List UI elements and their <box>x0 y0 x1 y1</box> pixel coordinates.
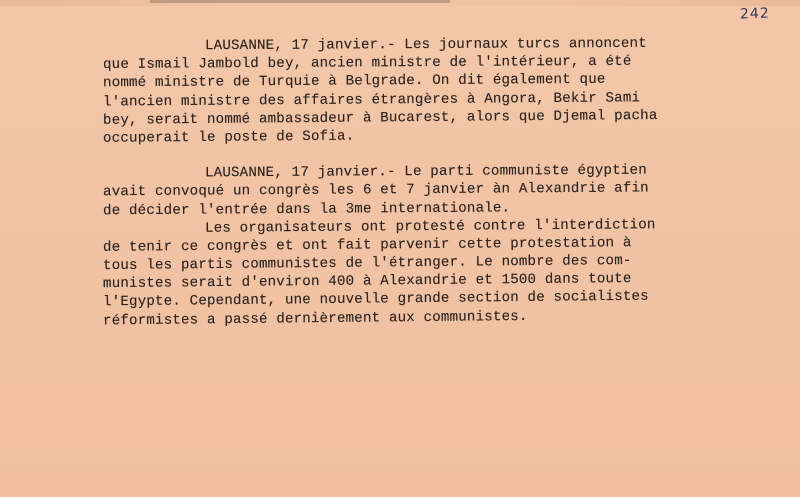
text-line: Les organisateurs ont protesté contre l'interdiction <box>204 216 656 237</box>
paragraph-1 <box>103 36 743 145</box>
text-line: tous les partis communistes de l'étranger. Le nombre des com- <box>102 253 632 275</box>
text-line: LAUSANNE, 17 janvier.- Le parti communiste égyptien <box>204 162 647 182</box>
paragraph-2 <box>103 163 743 327</box>
text-line: avait convoqué un congrès les 6 et 7 janvier àn Alexandrie afin <box>102 180 649 201</box>
text-line: munistes serait d'environ 400 à Alexandrie et 1500 dans toute <box>102 271 632 293</box>
top-edge-mark <box>150 0 450 3</box>
text-line: l'ancien ministre des affaires étrangères à Angora, Bekir Sami <box>102 89 641 111</box>
text-line: LAUSANNE, 17 janvier.- Les journaux turcs annoncent <box>204 35 647 55</box>
text-line: de tenir ce congrès et ont fait parvenir cette protestation à <box>102 235 632 256</box>
page-number: 242 <box>739 5 771 23</box>
text-line: occuperait le poste de Sofia. <box>102 128 355 147</box>
text-line: réformistes a passé dernièrement aux communistes. <box>102 308 528 329</box>
text-line: que Ismail Jambold bey, ancien ministre de l'intérieur, a été <box>102 53 632 74</box>
text-line: nommé ministre de Turquie à Belgrade. On dit également que <box>102 72 606 92</box>
typed-text-block <box>103 36 743 327</box>
text-line: bey, serait nommé ambassadeur à Bucarest, alors que Djemal pacha <box>102 107 658 129</box>
paragraph-3 <box>103 218 743 327</box>
text-line: de décider l'entrée dans la 3me internationale. <box>102 199 511 219</box>
text-line: l'Egypte. Cependant, une nouvelle grande section de socialistes <box>102 289 649 311</box>
